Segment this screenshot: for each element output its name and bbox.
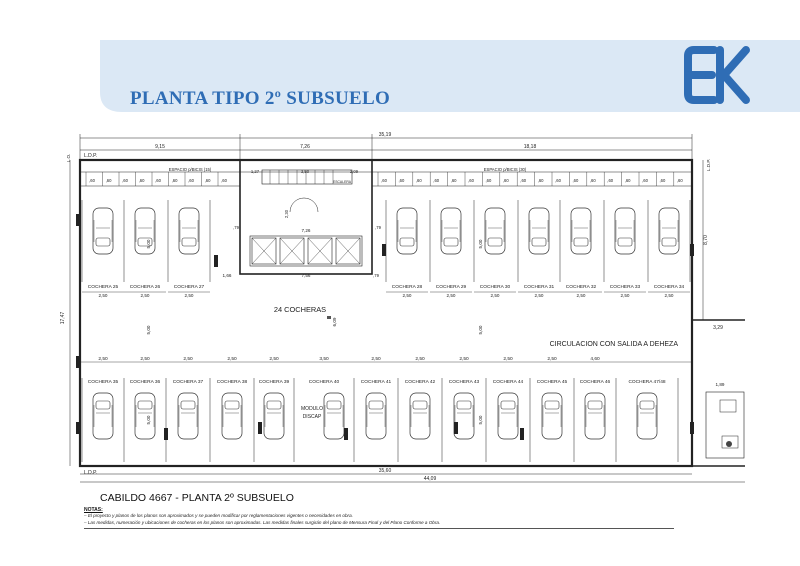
dim-stair-left: 1,27 (250, 169, 260, 174)
bike-slot-label: ,60 (589, 178, 596, 183)
dim-parking-top-right-5: 2,50 (620, 293, 630, 298)
bike-slot-label: ,60 (642, 178, 648, 183)
espacio-bicis-left: ESPACIO p/BICIS (15) (168, 167, 212, 172)
parking-label-bottom-4: COCHERA 39 (258, 380, 290, 385)
dim-gap-b: ,79 (375, 225, 381, 230)
car-bottom-2 (178, 393, 198, 439)
notes-rule (84, 528, 674, 529)
car-bottom-1 (135, 393, 155, 439)
page-title: PLANTA TIPO 2º SUBSUELO (130, 88, 391, 109)
bike-slot-label: ,60 (188, 178, 194, 183)
modulo-label: MODULO (301, 406, 323, 412)
dim-right-offset: 3,29 (713, 325, 723, 331)
parking-label-top-left-1: COCHERA 26 (129, 285, 161, 290)
car-top-right-1 (441, 208, 461, 254)
dim-parking-bottom-10: 2,50 (547, 357, 557, 362)
mechanical-tank (720, 400, 736, 412)
car-top-right-4 (571, 208, 591, 254)
dim-parking-bottom-9: 2,50 (503, 357, 513, 362)
column-top-1 (214, 255, 218, 267)
ldp-label-bottom-left: L.D.P. (84, 470, 98, 476)
dim-bottom-inner: 35,60 (378, 468, 392, 474)
espacio-bicis-right: ESPACIO p/BICIS (30) (483, 167, 527, 172)
dim-right-small: 1,89 (715, 382, 725, 387)
lo-label-left: L.O. (66, 153, 71, 163)
bike-slot-label: ,60 (502, 178, 509, 183)
parking-label-bottom-10: COCHERA 45 (536, 380, 568, 385)
cocheras-count: 24 COCHERAS (273, 305, 327, 314)
dim-depth-left: 5,00 (146, 325, 151, 335)
parking-label-bottom-12: COCHERA 47/48 (628, 380, 666, 385)
parking-label-top-left-0: COCHERA 25 (87, 285, 119, 290)
bike-slot-label: ,60 (122, 178, 128, 183)
parking-label-top-right-1: COCHERA 29 (435, 285, 467, 290)
car-bottom-7 (410, 393, 430, 439)
parking-label-top-right-5: COCHERA 33 (609, 285, 641, 290)
column-bottom-4 (454, 422, 458, 434)
dim-parking-bottom-8: 2,50 (459, 357, 469, 362)
parking-label-bottom-5: COCHERA 40 (308, 380, 340, 385)
bike-slot-label: ,60 (204, 178, 211, 183)
parking-label-top-right-2: COCHERA 30 (479, 285, 511, 290)
bike-slot-label: ,60 (155, 178, 161, 183)
dim-right-height: 8,70 (703, 235, 709, 245)
car-bottom-3 (222, 393, 242, 439)
dim-gap-c: ,79 (373, 273, 379, 278)
dim-parking-bottom-11: 4,60 (590, 357, 600, 362)
column-bottom-6 (690, 422, 694, 434)
column-left-2 (76, 356, 80, 368)
notes-title: NOTAS: (84, 507, 103, 513)
parking-label-bottom-1: COCHERA 36 (129, 380, 161, 385)
ek-logo-icon (682, 44, 752, 106)
dim-core-w2: 7,56 (301, 273, 311, 278)
elevator-row (250, 236, 362, 266)
dim-core-side: 1,66 (222, 273, 232, 278)
door-arc (290, 198, 318, 212)
dim-top-left: 9,15 (155, 144, 165, 150)
dim-parking-top-right-0: 2,50 (402, 293, 412, 298)
parking-label-bottom-11: COCHERA 46 (579, 380, 611, 385)
car-bottom-12 (637, 393, 657, 439)
dim-top-mid: 7,26 (300, 144, 310, 150)
dim-center-depth: 6,09 (332, 317, 337, 327)
parking-label-bottom-6: COCHERA 41 (360, 380, 392, 385)
car-top-left-1 (135, 208, 155, 254)
column-top-3 (690, 244, 694, 256)
bike-slot-label: ,60 (89, 178, 95, 183)
bike-slot-label: ,60 (138, 178, 145, 183)
car-top-right-0 (397, 208, 417, 254)
dim-parking-top-right-6: 2,50 (664, 293, 674, 298)
dim-bottom-outer: 44,09 (423, 476, 437, 482)
parking-label-bottom-3: COCHERA 38 (216, 380, 248, 385)
car-top-left-2 (179, 208, 199, 254)
bike-slot-label: ,60 (520, 178, 527, 183)
dim-parking-bottom-6: 2,50 (371, 357, 381, 362)
dim-parking-bottom-7: 2,50 (415, 357, 425, 362)
car-top-right-5 (615, 208, 635, 254)
bike-slot-label: ,60 (398, 178, 405, 183)
dim-parking-top-right-3: 2,50 (534, 293, 544, 298)
header-band (0, 0, 800, 120)
dim-depth-bottom-right: 5,00 (478, 415, 483, 425)
bike-slot-label: ,60 (450, 178, 457, 183)
dim-stair-w: 3,50 (300, 169, 310, 174)
ldp-label-top-left: L.D.P. (84, 153, 98, 159)
center-marker (327, 316, 331, 319)
parking-label-bottom-0: COCHERA 35 (87, 380, 119, 385)
dim-gap-a: ,79 (233, 225, 239, 230)
note-2: – Las medidas, numeración y ubicaciones de cocheras en los planos son aproximadas. Las medidas finales surgirán del plano de Mensura Final y del Plano Conforme a Obra. (84, 520, 441, 525)
bike-slot-label: ,60 (415, 178, 422, 183)
car-top-right-2 (485, 208, 505, 254)
bike-slot-label: ,60 (555, 178, 561, 183)
car-bottom-11 (585, 393, 605, 439)
bike-slot-label: ,60 (537, 178, 544, 183)
parking-label-top-left-2: COCHERA 27 (173, 285, 205, 290)
bike-slot-label: ,60 (624, 178, 631, 183)
column-left-1 (76, 214, 80, 226)
parking-label-bottom-2: COCHERA 37 (172, 380, 204, 385)
car-bottom-6 (366, 393, 386, 439)
parking-label-top-right-3: COCHERA 31 (523, 285, 555, 290)
dim-parking-bottom-2: 2,50 (183, 357, 193, 362)
parking-label-bottom-9: COCHERA 44 (492, 380, 524, 385)
bike-slot-label: ,60 (572, 178, 579, 183)
car-bottom-5 (324, 393, 344, 439)
dim-core-w: 7,26 (301, 228, 311, 233)
dim-top-right: 18,18 (523, 144, 537, 150)
column-bottom-1 (164, 428, 168, 440)
dim-parking-top-left-2: 2,50 (184, 293, 194, 298)
column-bottom-5 (520, 428, 524, 440)
car-bottom-10 (542, 393, 562, 439)
car-top-right-3 (529, 208, 549, 254)
bike-slot-label: ,60 (659, 178, 666, 183)
column-bottom-3 (344, 428, 348, 440)
right-wall (692, 160, 745, 320)
bike-slot-label: ,60 (433, 178, 440, 183)
plan-caption: CABILDO 4667 - PLANTA 2º SUBSUELO (100, 492, 294, 504)
dim-parking-top-right-1: 2,50 (446, 293, 456, 298)
car-bottom-0 (93, 393, 113, 439)
parking-label-top-right-6: COCHERA 34 (653, 285, 685, 290)
bike-slot-label: ,60 (171, 178, 178, 183)
bike-slot-label: ,60 (105, 178, 112, 183)
dim-parking-top-left-0: 2,50 (98, 293, 108, 298)
mechanical-motor (726, 441, 732, 447)
dim-parking-bottom-5: 3,50 (319, 357, 329, 362)
escalera-label: ESCALERA (332, 180, 352, 184)
bike-slot-label: ,60 (381, 178, 387, 183)
dim-parking-top-left-1: 2,50 (140, 293, 150, 298)
discap-label: DISCAP (302, 414, 322, 420)
dim-parking-top-right-4: 2,50 (576, 293, 586, 298)
dim-parking-top-right-2: 2,50 (490, 293, 500, 298)
floor-plan (0, 120, 800, 492)
dim-depth-right: 5,00 (478, 325, 483, 335)
car-top-left-0 (93, 208, 113, 254)
parking-label-top-right-0: COCHERA 28 (391, 285, 423, 290)
dim-stair-right: 2,09 (349, 169, 359, 174)
dim-height-left: 17,47 (60, 311, 66, 325)
car-bottom-4 (264, 393, 284, 439)
circulacion-label: CIRCULACION CON SALIDA A DEHEZA (549, 341, 678, 348)
column-top-2 (382, 244, 386, 256)
car-bottom-9 (498, 393, 518, 439)
bike-slot-label: ,60 (221, 178, 227, 183)
bike-slot-label: ,60 (485, 178, 492, 183)
dim-depth-top-right: 5,00 (478, 239, 483, 249)
dim-core-height: 2,30 (284, 209, 289, 219)
dim-parking-bottom-0: 2,50 (98, 357, 108, 362)
parking-label-bottom-7: COCHERA 42 (404, 380, 436, 385)
dim-depth-bottom-left: 5,00 (146, 415, 151, 425)
ldp-label-right: L.D.P. (706, 158, 711, 172)
note-1: – El proyecto y planos de los planos son aproximados y se pueden modificar por reglamentaciones vigentes o necesidades en obra. (84, 513, 353, 518)
column-bottom-2 (258, 422, 262, 434)
parking-label-top-right-4: COCHERA 32 (565, 285, 597, 290)
bike-slot-label: ,60 (468, 178, 474, 183)
car-top-right-6 (659, 208, 679, 254)
parking-label-bottom-8: COCHERA 43 (448, 380, 480, 385)
dim-parking-bottom-1: 2,50 (140, 357, 150, 362)
column-bottom-0 (76, 422, 80, 434)
dim-depth-top-left: 5,00 (146, 239, 151, 249)
bike-slot-label: ,60 (676, 178, 683, 183)
dim-overall-top: 35,19 (378, 132, 392, 138)
dim-parking-bottom-3: 2,50 (227, 357, 237, 362)
dim-parking-bottom-4: 2,50 (269, 357, 279, 362)
bike-slot-label: ,60 (607, 178, 614, 183)
